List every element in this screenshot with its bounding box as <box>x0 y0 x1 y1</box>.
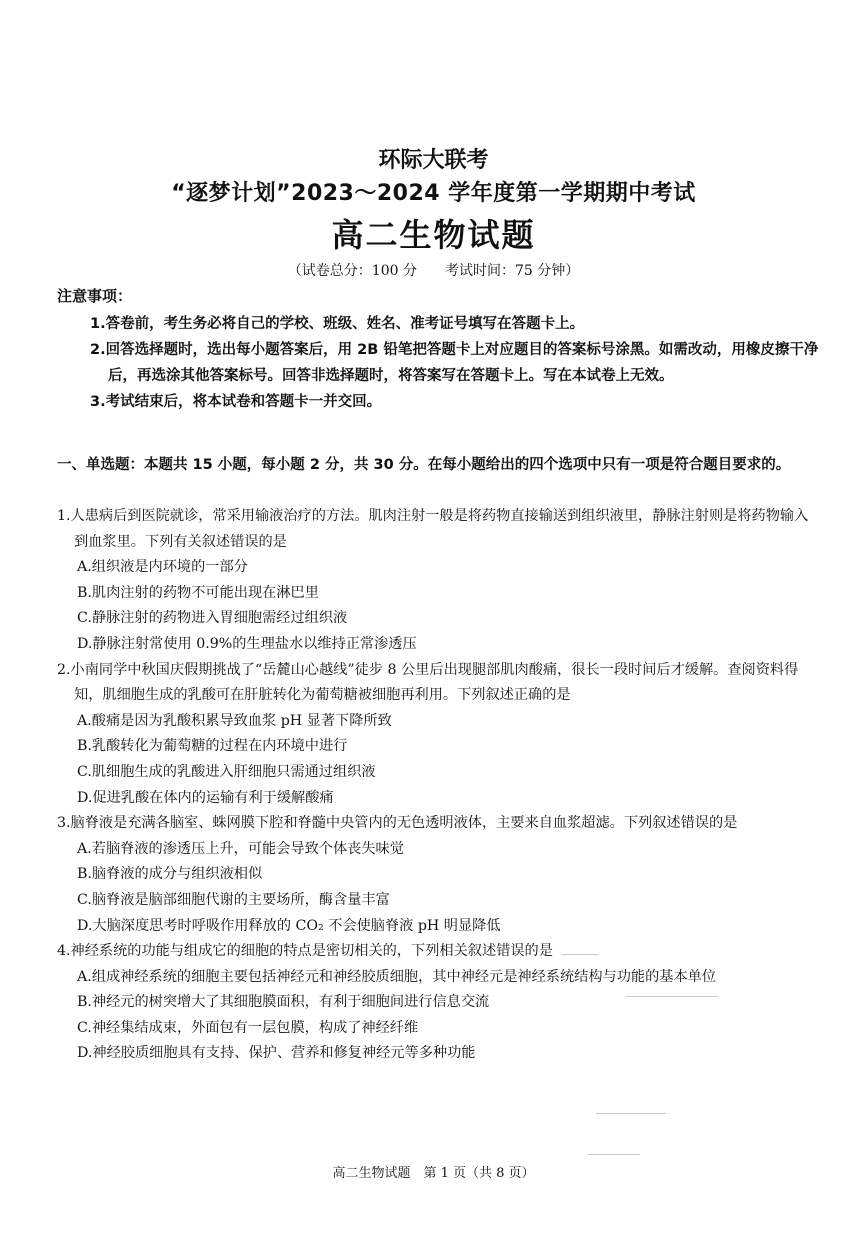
question-option: C.肌细胞生成的乳酸进入肝细胞只需通过组织液 <box>77 763 376 780</box>
exam-meta: （试卷总分：100 分 考试时间：75 分钟） <box>287 263 580 279</box>
question-option: B.神经元的树突增大了其细胞膜面积，有利于细胞间进行信息交流 <box>77 994 490 1011</box>
question-option: B.乳酸转化为葡萄糖的过程在内环境中进行 <box>77 738 348 755</box>
question <box>57 658 817 812</box>
scan-artifact <box>562 954 598 955</box>
question <box>57 939 817 1067</box>
question <box>57 811 817 939</box>
notes-title: 注意事项： <box>57 287 133 305</box>
question-option: A.组织液是内环境的一部分 <box>77 559 248 576</box>
question-option: B.脑脊液的成分与组织液相似 <box>77 866 263 883</box>
question-stem: 3.脑脊液是充满各脑室、蛛网膜下腔和脊髓中央管内的无色透明液体，主要来自血浆超滤。下列叙述错误的是 <box>57 815 738 832</box>
question-option: A.酸痛是因为乳酸积累导致血浆 pH 显著下降所致 <box>77 712 392 729</box>
notes-list <box>90 311 820 415</box>
question-option: B.肌肉注射的药物不可能出现在淋巴里 <box>77 584 319 601</box>
question-option: D.促进乳酸在体内的运输有利于缓解酸痛 <box>77 789 334 806</box>
note-item: 1.答卷前，考生务必将自己的学校、班级、姓名、准考证号填写在答题卡上。 <box>90 316 585 332</box>
question-option: C.脑脊液是脑部细胞代谢的主要场所，酶含量丰富 <box>77 891 390 908</box>
question-option: C.静脉注射的药物进入胃细胞需经过组织液 <box>77 610 348 627</box>
question-option: A.若脑脊液的渗透压上升，可能会导致个体丧失味觉 <box>77 840 404 857</box>
question-option: A.组成神经系统的细胞主要包括神经元和神经胶质细胞，其中神经元是神经系统结构与功能的基本单位 <box>77 968 717 985</box>
page-footer: 高二生物试题 第 1 页（共 8 页） <box>332 1166 535 1181</box>
organizer-title: 环际大联考 <box>378 148 489 173</box>
question-option: D.大脑深度思考时呼吸作用释放的 CO₂ 不会使脑脊液 pH 明显降低 <box>77 917 501 934</box>
exam-title: “逐梦计划”2023～2024 学年度第一学期期中考试 <box>171 181 696 206</box>
scan-artifact <box>626 996 718 997</box>
question-stem: 2.小南同学中秋国庆假期挑战了“岳麓山心越线”徒步 8 公里后出现腿部肌肉酸痛，很长一段时间后才缓解。查阅资料得知，肌细胞生成的乳酸可在肝脏转化为葡萄糖被细胞再利用。下列叙述正确的是 <box>57 661 799 704</box>
question-stem: 1.人患病后到医院就诊，常采用输液治疗的方法。肌肉注射一般是将药物直接输送到组织液里，静脉注射则是将药物输入到血浆里。下列有关叙述错误的是 <box>57 508 809 550</box>
note-item: 3.考试结束后，将本试卷和答题卡一并交回。 <box>90 394 382 410</box>
scan-artifact <box>596 1113 666 1114</box>
question-option: D.神经胶质细胞具有支持、保护、营养和修复神经元等多种功能 <box>77 1045 476 1062</box>
section-heading: 一、单选题：本题共 15 小题，每小题 2 分，共 30 分。在每小题给出的四个选项中只有一项是符合题目要求的。 <box>57 457 791 473</box>
scan-artifact <box>588 1154 640 1155</box>
question <box>57 504 817 658</box>
note-item: 2.回答选择题时，选出每小题答案后，用 2B 铅笔把答题卡上对应题目的答案标号涂黑。如需改动，用橡皮擦干净后，再选涂其他答案标号。回答非选择题时，将答案写在答题卡上。写在本试卷上无效。 <box>90 342 819 384</box>
subject-title: 高二生物试题 <box>331 216 536 254</box>
question-option: D.静脉注射常使用 0.9%的生理盐水以维持正常渗透压 <box>77 635 417 652</box>
question-list <box>57 504 817 1067</box>
question-option: C.神经集结成束，外面包有一层包膜，构成了神经纤维 <box>77 1019 419 1036</box>
question-stem: 4.神经系统的功能与组成它的细胞的特点是密切相关的，下列相关叙述错误的是 <box>57 943 553 960</box>
